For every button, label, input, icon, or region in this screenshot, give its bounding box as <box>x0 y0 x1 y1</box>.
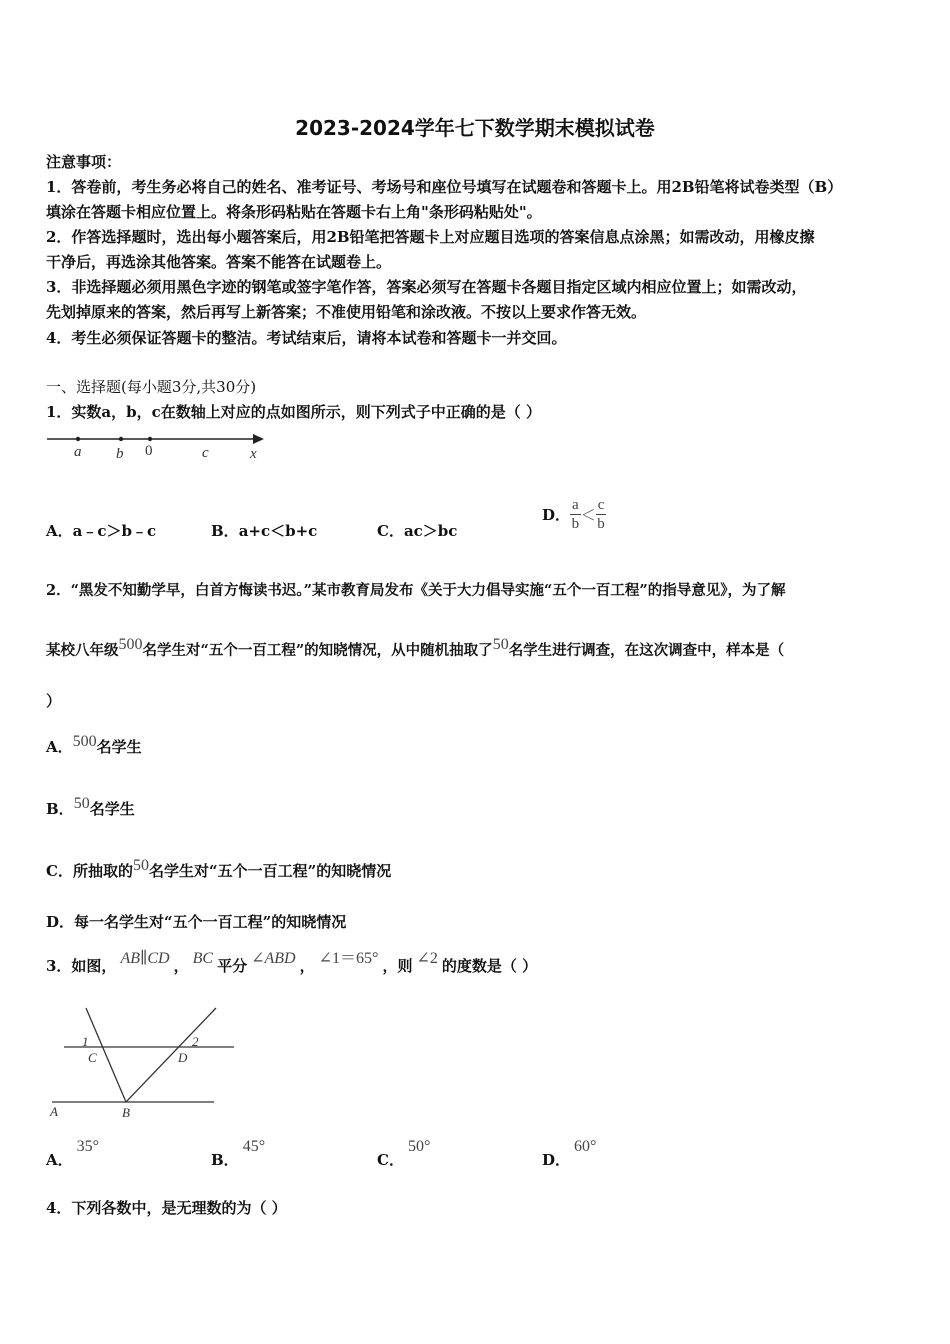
notice-line: 1．答卷前，考生务必将自己的姓名、准考证号、考场号和座位号填写在试题卷和答题卡上。用2B铅笔将试卷类型（B） <box>46 178 843 196</box>
q1-option-c <box>377 520 457 541</box>
notice-line: 干净后，再选涂其他答案。答案不能答在试题卷上。 <box>46 253 392 271</box>
option-text: a+c＜b+c <box>238 522 318 540</box>
number-line-arrow <box>253 434 264 444</box>
math-angle1-65: ∠1＝65° <box>318 950 379 967</box>
label-c: c <box>202 445 209 461</box>
number-line-figure <box>44 428 269 464</box>
parallel-lines-figure <box>44 1000 244 1125</box>
num-50: 50 <box>492 636 509 653</box>
question-2-line3: ） <box>46 692 62 710</box>
point-a <box>76 437 80 441</box>
question-4-stem: 4．下列各数中，是无理数的为（ ） <box>46 1199 287 1217</box>
question-3-stem: 3．如图， AB∥CD ， BC 平分 ∠ABD ， ∠1＝65° ，则 ∠2 的度数是（ ） <box>46 950 538 975</box>
option-letter: B． <box>211 522 239 540</box>
page-title: 2023-2024学年七下数学期末模拟试卷 <box>295 116 655 140</box>
notice-line: 3．非选择题必须用黑色字迹的钢笔或签字笔作答，答案必须写在答题卡各题目指定区域内相应位置上；如需改动， <box>46 278 807 296</box>
notice-line: 2．作答选择题时，选出每小题答案后，用2B铅笔把答题卡上对应题目选项的答案信息点涂黑；如需改动，用橡皮擦 <box>46 228 815 246</box>
q3-option-d: D．60° <box>542 1138 597 1169</box>
q3-option-a: A．35° <box>46 1138 100 1169</box>
label-1: 1 <box>82 1034 89 1049</box>
option-letter: D． <box>542 506 571 524</box>
option-letter: A． <box>46 522 73 540</box>
label-x: x <box>250 446 257 462</box>
option-text: ac＞bc <box>403 522 458 540</box>
label-d: D <box>178 1050 188 1065</box>
math-angle-abd: ∠ABD <box>251 950 296 967</box>
q1-option-d <box>542 496 606 533</box>
label-b: B <box>122 1105 130 1120</box>
notice-line: 先划掉原来的答案，然后再写上新答案；不准使用铅笔和涂改液。不按以上要求作答无效。 <box>46 303 647 321</box>
q2-option-d: D．每一名学生对“五个一百工程”的知晓情况 <box>46 913 347 931</box>
point-b <box>119 437 123 441</box>
q3-option-c: C．50° <box>377 1138 431 1169</box>
math-angle2: ∠2 <box>416 950 438 967</box>
label-a: a <box>74 444 82 460</box>
math-ab-parallel-cd: AB∥CD <box>120 950 170 967</box>
fraction-a-over-b: $\frac{a}{b}$ <box>571 497 580 532</box>
math-bc: BC <box>192 950 214 967</box>
q2-option-c: C．所抽取的50名学生对“五个一百工程”的知晓情况 <box>46 857 392 880</box>
question-2-line1: 2．“黑发不知勤学早，白首方悔读书迟。”某市教育局发布《关于大力倡导实施“五个一百工程”的指导意见》，为了解 <box>46 582 786 599</box>
label-a: A <box>50 1104 58 1119</box>
notice-heading: 注意事项： <box>46 153 122 171</box>
less-than: ＜ <box>580 508 596 524</box>
num-500: 500 <box>118 636 143 653</box>
label-b: b <box>116 446 124 462</box>
option-text: a﹣c＞b﹣c <box>72 522 157 540</box>
q1-option-a <box>46 520 156 541</box>
question-2-line2: 某校八年级500名学生对“五个一百工程”的知晓情况，从中随机抽取了50名学生进行调查，在这次调查中，样本是（ <box>46 636 785 659</box>
q2-option-b: B．50名学生 <box>46 795 135 818</box>
q1-option-b <box>211 520 317 541</box>
q2-option-a: A．500名学生 <box>46 733 142 756</box>
point-0 <box>148 437 152 441</box>
notice-line: 4．考生必须保证答题卡的整洁。考试结束后，请将本试卷和答题卡一并交回。 <box>46 329 567 347</box>
label-0: 0 <box>145 443 153 459</box>
fraction-c-over-b: $\frac{c}{b}$ <box>597 497 605 532</box>
q3-option-b: B．45° <box>211 1138 266 1169</box>
option-letter: C． <box>377 522 404 540</box>
question-1-stem: 1．实数a，b，c在数轴上对应的点如图所示，则下列式子中正确的是（ ） <box>46 403 542 421</box>
section-heading: 一、选择题(每小题3分,共30分) <box>46 378 257 396</box>
line-bd <box>126 1008 216 1102</box>
notice-line: 填涂在答题卡相应位置上。将条形码粘贴在答题卡右上角"条形码粘贴处"。 <box>46 203 542 221</box>
label-2: 2 <box>192 1034 199 1049</box>
label-c: C <box>88 1050 97 1065</box>
